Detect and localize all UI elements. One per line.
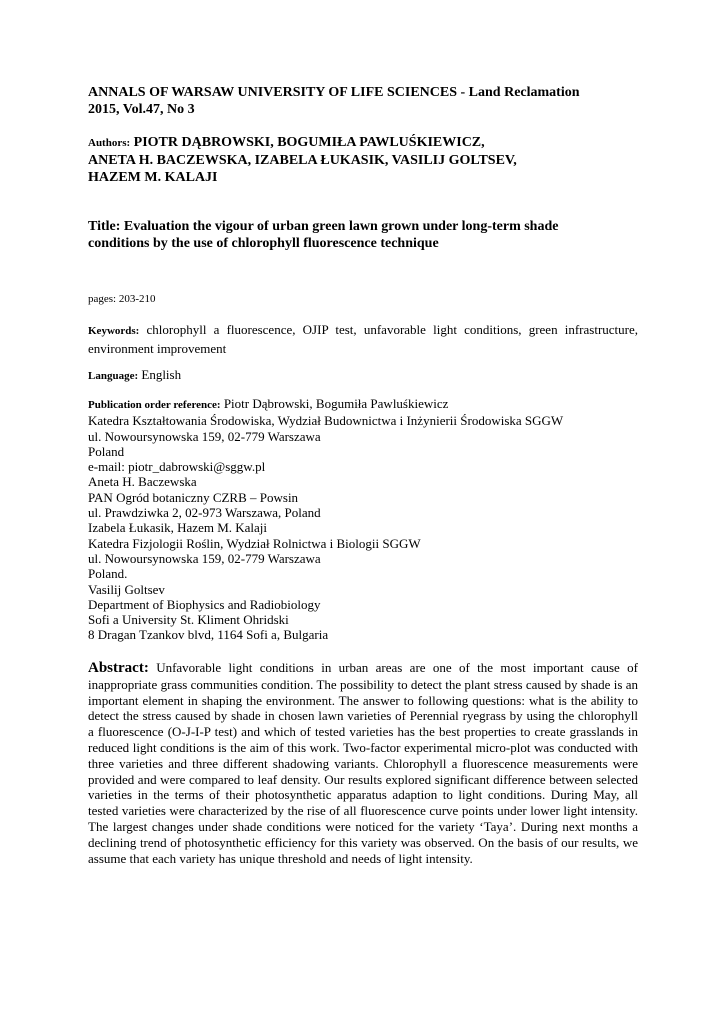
- journal-name: ANNALS OF WARSAW UNIVERSITY OF LIFE SCIENCES - Land Reclamation: [88, 85, 580, 100]
- reference-first-line: Piotr Dąbrowski, Bogumiła Pawluśkiewicz: [223, 396, 449, 411]
- reference-line: Vasilij Goltsev: [88, 581, 165, 597]
- keywords-block: [88, 321, 638, 357]
- authors-label: Authors:: [88, 137, 131, 149]
- reference-line: Katedra Fizjologii Roślin, Wydział Rolnictwa i Biologii SGGW: [88, 535, 421, 551]
- authors-line-1: PIOTR DĄBROWSKI, BOGUMIŁA PAWLUŚKIEWICZ,: [133, 135, 485, 150]
- reference-line: Department of Biophysics and Radiobiology: [88, 596, 321, 612]
- reference-line: ul. Prawdziwka 2, 02-973 Warszawa, Poland: [88, 505, 321, 521]
- language-block: [88, 367, 181, 383]
- abstract-block: [88, 660, 638, 866]
- abstract-label: Abstract:: [88, 660, 149, 676]
- reference-email: e-mail: piotr_dabrowski@sggw.pl: [88, 459, 266, 475]
- authors-block: [88, 134, 648, 186]
- reference-line: Poland.: [88, 566, 128, 582]
- article-title: [88, 218, 648, 252]
- reference-line: Katedra Kształtowania Środowiska, Wydział Budownictwa i Inżynierii Środowiska SGGW: [88, 413, 564, 429]
- reference-line: Aneta H. Baczewska: [88, 474, 197, 490]
- reference-line: Poland: [88, 443, 125, 459]
- keywords-label: Keywords:: [88, 325, 140, 337]
- reference-line: Izabela Łukasik, Hazem M. Kalaji: [88, 520, 268, 536]
- authors-line-2: ANETA H. BACZEWSKA, IZABELA ŁUKASIK, VASILIJ GOLTSEV,: [88, 153, 517, 168]
- title-line-2: conditions by the use of chlorophyll fluorescence technique: [88, 236, 439, 251]
- title-line-1: Title: Evaluation the vigour of urban green lawn grown under long-term shade: [88, 219, 559, 234]
- reference-label: Publication order reference:: [88, 399, 221, 411]
- language-label: Language:: [88, 370, 139, 382]
- publication-reference: [88, 396, 648, 643]
- keywords-text: chlorophyll a fluorescence, OJIP test, unfavorable light conditions, green infrastructure, environment improvement: [88, 322, 639, 356]
- language-value: English: [141, 367, 182, 382]
- journal-header: [88, 84, 648, 118]
- reference-line: PAN Ogród botaniczny CZRB – Powsin: [88, 489, 299, 505]
- authors-line-3: HAZEM M. KALAJI: [88, 170, 218, 185]
- journal-issue: 2015, Vol.47, No 3: [88, 102, 195, 117]
- reference-line: 8 Dragan Tzankov blvd, 1164 Sofi a, Bulgaria: [88, 627, 329, 643]
- abstract-text: Unfavorable light conditions in urban areas are one of the most important cause of inappropriate grass communities condition. The possibility to detect the plant stress caused by shade is an important element in shaping the environment. The answer to following questions: what is the ability to detect the stress caused by shade in chosen lawn varieties of Perennial ryegrass by using the chlorophyll a fluorescence (O-J-I-P test) and which of tested varieties has the best properties to create grasslands in reduced light conditions is the aim of this work. Two-factor experimental micro-plot was conducted with three varieties and three different shadowing variants. Chlorophyll a fluorescence measurements were provided and were compared to leaf density. Our results explored significant difference between selected varieties in the terms of their photosynthetic apparatus adaption to light conditions. During May, all tested varieties were characterized by the rise of all fluorescence curve points under lower light intensity. The largest changes under shade conditions were noticed for the variety ‘Taya’. During next months a declining trend of photosynthetic efficiency for this variety was observed. On the basis of our results, we assume that each variety has unique threshold and needs of light intensity.: [88, 660, 638, 866]
- reference-line: Sofi a University St. Kliment Ohridski: [88, 612, 289, 628]
- reference-line: ul. Nowoursynowska 159, 02-779 Warszawa: [88, 428, 321, 444]
- page-range: pages: 203-210: [88, 293, 156, 305]
- reference-line: ul. Nowoursynowska 159, 02-779 Warszawa: [88, 550, 321, 566]
